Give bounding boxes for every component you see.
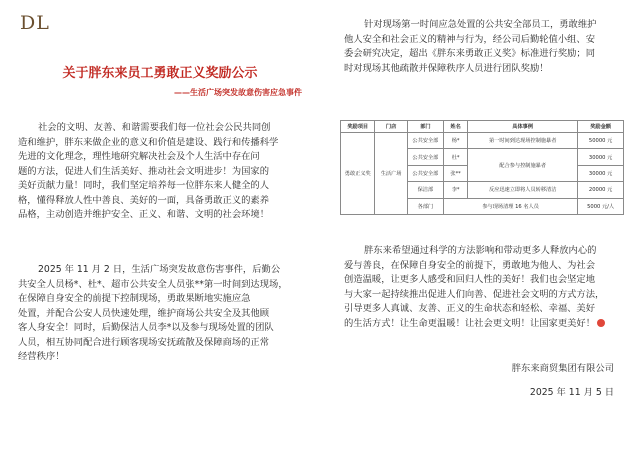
text-line: 在保障自身安全的前提下控制现场，勇敢果断地实施应急 [18,293,251,304]
text-line: 经营秩序！ [18,351,65,362]
dept-cell: 各部门 [407,198,443,214]
text-line: 针对现场第一时间应急处置的公共安全部员工，勇敢维护 [364,19,597,30]
text-line: 题的方法，促进人们生活美好、推动社会文明进步！为国家的 [18,165,270,177]
amount-cell: 30000 元 [578,149,624,165]
text-line: 品格，主动创造并维护安全、正义、和谐、文明的社会环境！ [18,209,270,220]
smile-emoji-icon [597,319,605,327]
text-line: 委会研究决定，超出《胖东来勇敢正义奖》标准进行奖励；同 [344,48,596,59]
dept-cell: 保洁部 [407,182,443,198]
name-cell: 杜* [444,149,468,165]
text-line: 胖东来希望通过科学的方法影响和带动更多人释放内心的 [364,245,597,256]
company-signature: 胖东来商贸集团有限公司 [511,363,614,374]
table-header: 姓名 [444,121,468,133]
notice-title: 关于胖东来员工勇敢正义奖励公示 [62,66,258,81]
table-header: 门店 [375,121,407,133]
text-line: 客人身安全！同时，后勤保洁人员李*以及参与现场处置的团队 [18,322,274,333]
text-line [344,317,634,332]
name-cell: 张** [444,165,468,181]
table-header: 奖励金额 [578,121,624,133]
text-line: 格，懂得释放人性中善良、美好的一面，具备勇敢正义的素养 [18,194,270,206]
text-line: 引导更多人真诚、友善、正义的生命状态和轻松、幸福、美好 [344,303,596,314]
amount-cell: 50000 元 [578,133,624,149]
award-cell: 勇敢正义奖 [341,133,375,215]
incident-paragraph [18,263,303,365]
reward-table [340,120,624,215]
text-line: 他人安全和社会正义的精神与行为，经公司后勤轮值小组、安 [344,33,596,45]
right-page [320,0,640,452]
text-line: 处置，并配合公安人员快速处理，维护商场公共安全及其他顾 [18,307,270,319]
amount-cell: 20000 元 [578,182,624,198]
text-line: 创造温暖，让更多人感受和回归人性的美好！我们也会坚定地 [344,274,596,285]
table-row [341,133,624,149]
dept-cell: 公共安全部 [407,149,443,165]
text-line: 共安全人员杨*、杜*、超市公共安全人员张**第一时间到达现场， [18,278,288,290]
text-line: 时对现场其他疏散并保障秩序人员进行团队奖励！ [344,62,549,74]
amount-cell: 5000 元/人 [578,198,624,214]
text-line: 与大家一起持续推出促进人们向善、促进社会文明的方式方法， [344,288,605,300]
text-line: 爱与善良，在保障自身安全的前提下，勇敢地为他人、为社会 [344,259,596,271]
deed-cell: 反应迅速立即将人员转移清洁 [468,182,578,198]
name-cell: 李* [444,182,468,198]
name-cell: 杨* [444,133,468,149]
closing-paragraph [344,244,634,331]
text-line: 先进的文化理念，理性地研究解决社会及个人生活中存在问 [18,151,260,162]
text-line-content: 的生活方式！让生命更温暖！让社会更文明！让国家更美好！ [344,317,596,329]
text-line: 人员，相互协同配合进行顾客现场安抚疏散及保障商场的正常 [18,336,270,348]
deed-cell: 参与现场清理 16 名人员 [444,198,578,214]
deed-cell: 第一时间到达现场控制施暴者 [468,133,578,149]
dept-cell: 公共安全部 [407,133,443,149]
notice-date: 2025 年 11 月 5 日 [529,387,614,398]
table-header: 具体事例 [468,121,578,133]
store-cell: 生活广场 [375,133,407,215]
intro-paragraph [18,121,303,223]
text-line: 造和维护，胖东来做企业的意义和价值是建设、践行和传播科学 [18,136,279,148]
table-header-row [341,121,624,133]
notice-subtitle: ——生活广场突发故意伤害应急事件 [174,88,302,97]
text-line: 社会的文明、友善、和谐需要我们每一位社会公民共同创 [38,122,271,133]
table-header: 部门 [407,121,443,133]
table-header: 奖励项目 [341,121,375,133]
decision-paragraph [344,18,634,76]
company-logo: DL [20,12,50,34]
deed-cell: 配合参与控制施暴者 [468,149,578,182]
text-line: 美好贡献力量！同时，我们坚定培养每一位胖东来人健全的人 [18,180,270,191]
dept-cell: 公共安全部 [407,165,443,181]
text-line: 2025 年 11 月 2 日，生活广场突发故意伤害事件，后勤公 [38,264,281,275]
amount-cell: 30000 元 [578,165,624,181]
